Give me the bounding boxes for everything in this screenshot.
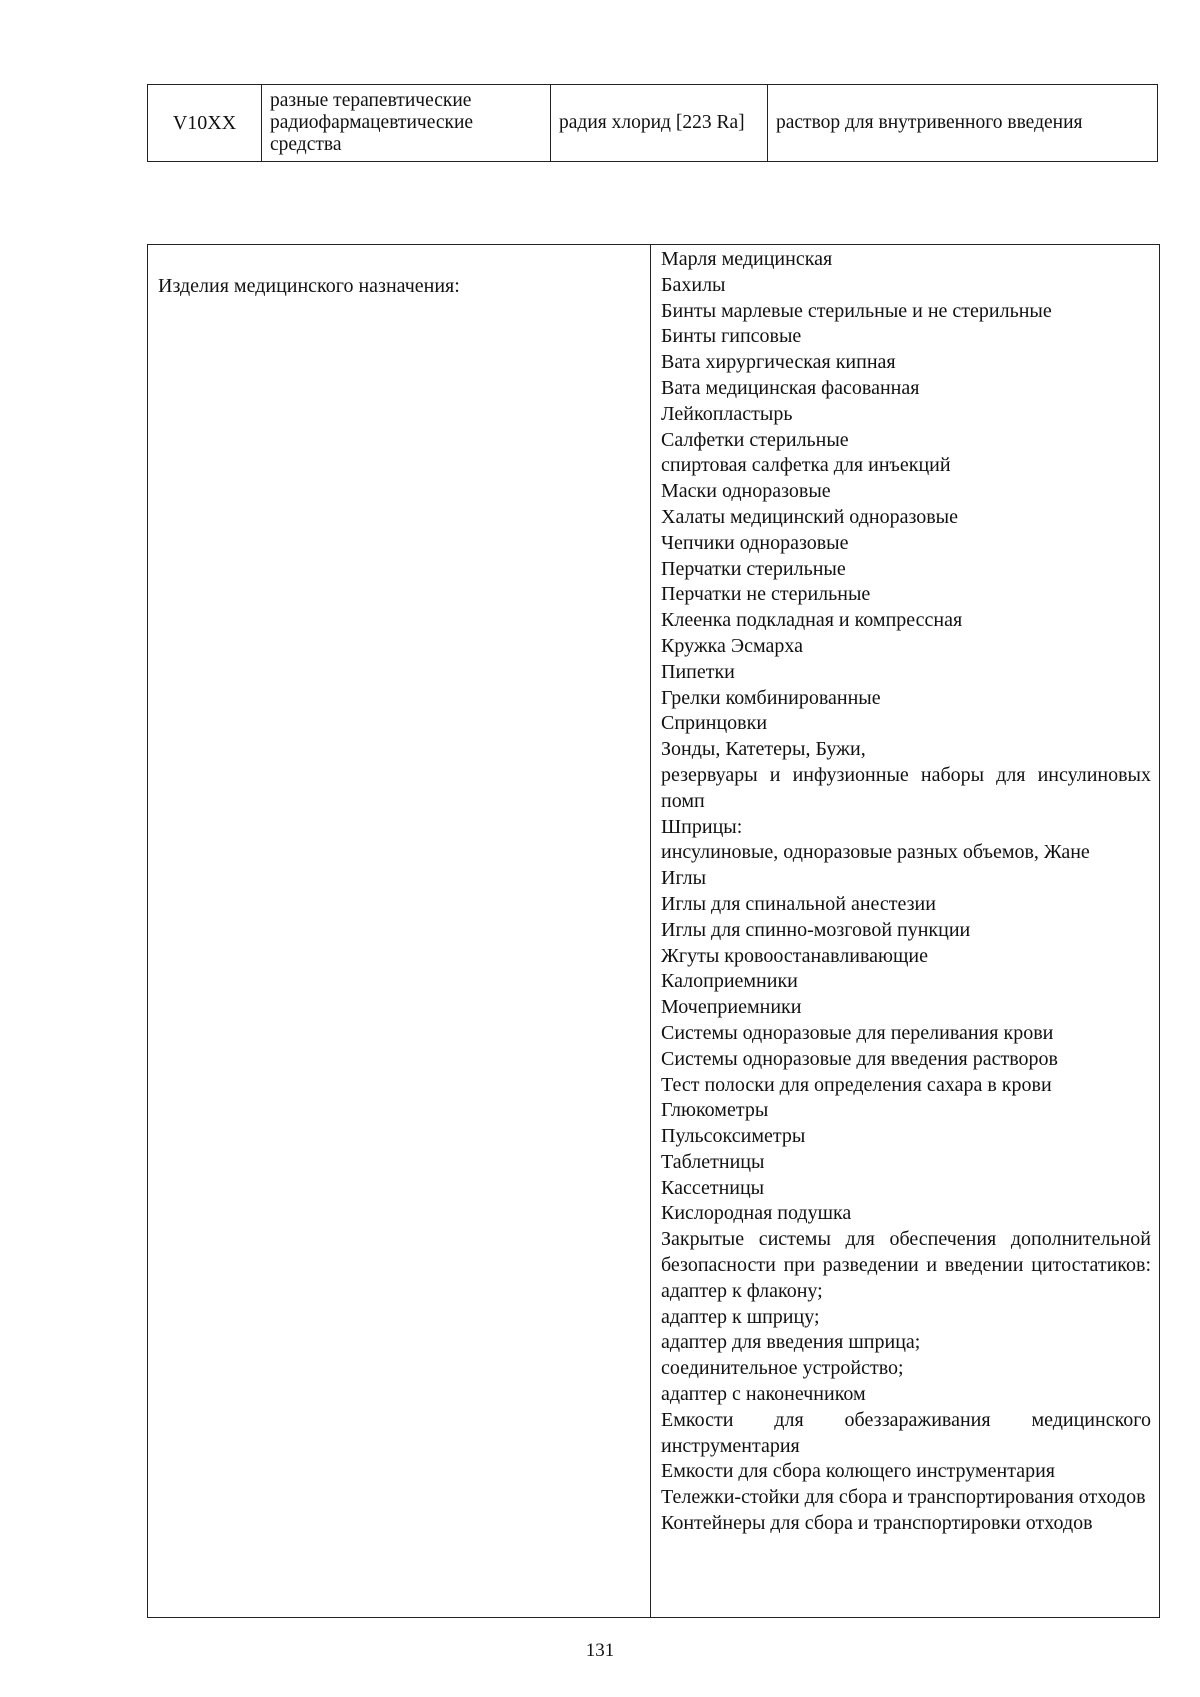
substance-cell: радия хлорид [223 Ra] (551, 85, 768, 162)
devices-list (651, 245, 1159, 1537)
list-item: Грелки комбинированные (661, 686, 881, 709)
list-item: Системы одноразовые для переливания крови (661, 1021, 1054, 1044)
list-item: Шприцы: (661, 815, 743, 838)
list-item: Перчатки стерильные (661, 557, 846, 580)
list-item: Жгуты кровоостанавливающие (661, 944, 928, 967)
list-item: Вата хирургическая кипная (661, 351, 896, 374)
list-item: Бинты гипсовые (661, 325, 802, 348)
list-item: резервуары и инфузионные наборы для инсулиновых помп (661, 763, 1151, 812)
list-item: адаптер к шприцу; (661, 1305, 820, 1328)
list-item: Вата медицинская фасованная (661, 376, 920, 399)
list-item: адаптер для введения шприца; (661, 1331, 921, 1354)
list-item: Кружка Эсмарха (661, 634, 804, 657)
dosage-form-cell: раствор для внутривенного введения (768, 85, 1158, 162)
list-item: Марля медицинская (661, 248, 833, 270)
list-item: Салфетки стерильные (661, 428, 849, 451)
list-item: Клеенка подкладная и компрессная (661, 609, 963, 632)
drug-table (147, 84, 1158, 162)
list-item: Закрытые системы для обеспечения дополнительной безопасности при разведении и введении цитостатиков: адаптер к флакону; (661, 1228, 1151, 1302)
list-item: соединительное устройство; (661, 1357, 904, 1380)
medical-devices-table (147, 244, 1160, 1618)
list-item: Перчатки не стерильные (661, 583, 871, 606)
list-item: Маски одноразовые (661, 480, 831, 503)
list-item: Иглы для спинно-мозговой пункции (661, 918, 971, 941)
list-item: Системы одноразовые для введения растворов (661, 1047, 1058, 1070)
list-item: Глюкометры (661, 1099, 769, 1122)
medical-devices-row (148, 245, 1160, 1618)
list-item: Емкости для обеззараживания медицинского инструментария (661, 1408, 1151, 1457)
list-item: адаптер с наконечником (661, 1383, 866, 1406)
atc-code-cell: V10XX (148, 85, 262, 162)
devices-label-cell: Изделия медицинского назначения: (148, 245, 651, 1618)
list-item: Калоприемники (661, 970, 798, 993)
list-item: Таблетницы (661, 1150, 765, 1173)
list-item: Емкости для сбора колющего инструментария (661, 1460, 1056, 1483)
list-item: Пульсоксиметры (661, 1125, 806, 1148)
list-item: Бахилы (661, 273, 726, 296)
list-item: Зонды, Катетеры, Бужи, (661, 738, 866, 761)
list-item: Тест полоски для определения сахара в крови (661, 1073, 1052, 1096)
list-item: Контейнеры для сбора и транспортировки отходов (661, 1512, 1093, 1535)
list-item: Иглы для спинальной анестезии (661, 892, 936, 915)
list-item: Кассетницы (661, 1176, 765, 1199)
list-item: Кислородная подушка (661, 1202, 852, 1225)
list-item: Бинты марлевые стерильные и не стерильные (661, 299, 1052, 322)
group-cell: разные терапевтические радиофармацевтические средства (262, 85, 551, 162)
list-item: Пипетки (661, 660, 735, 683)
page-number: 131 (585, 1640, 615, 1661)
list-item: Халаты медицинский одноразовые (661, 505, 958, 528)
list-item: Тележки-стойки для сбора и транспортирования отходов (661, 1486, 1146, 1509)
drug-row (148, 85, 1158, 162)
devices-list-cell (651, 245, 1160, 1618)
list-item: Спринцовки (661, 712, 768, 735)
list-item: Лейкопластырь (661, 402, 793, 425)
list-item: инсулиновые, одноразовые разных объемов, Жане (661, 841, 1090, 864)
list-item: Иглы (661, 867, 707, 890)
list-item: Мочеприемники (661, 996, 802, 1019)
list-item: Чепчики одноразовые (661, 531, 849, 554)
list-item: спиртовая салфетка для инъекций (661, 454, 951, 477)
